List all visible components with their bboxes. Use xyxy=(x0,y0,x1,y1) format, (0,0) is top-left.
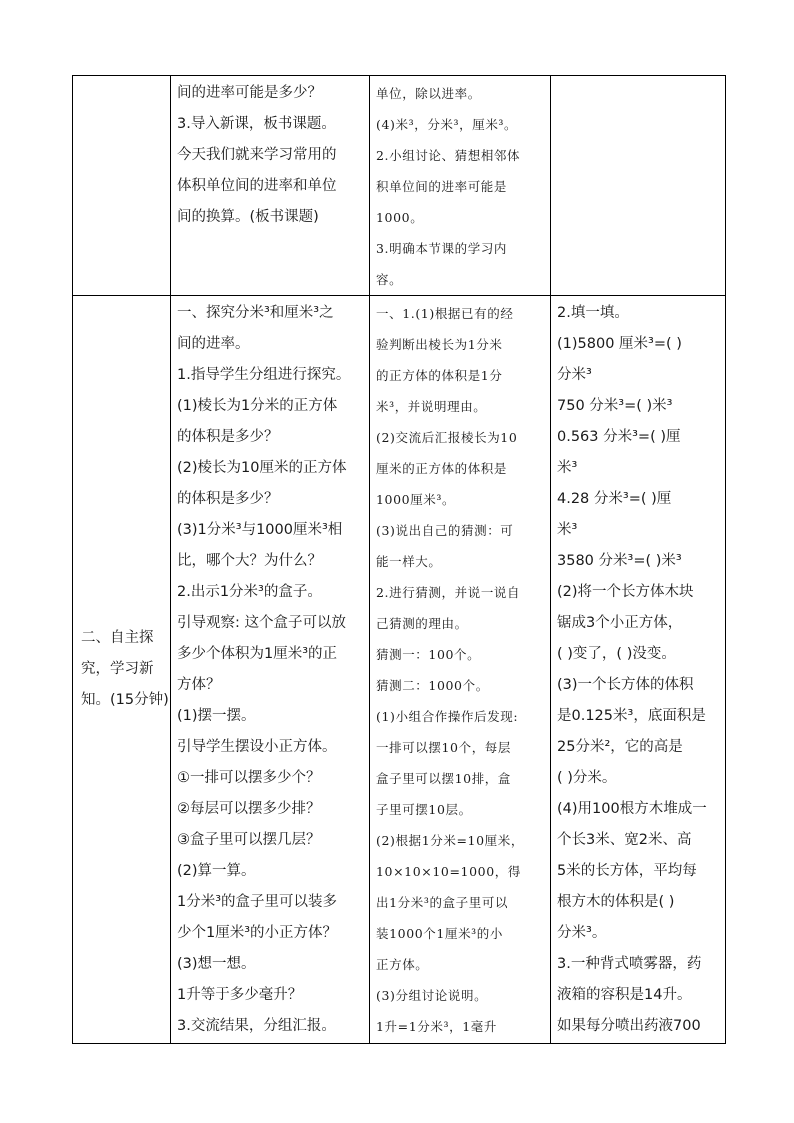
student-line: 10×10×10=1000，得 xyxy=(376,864,521,879)
teacher-line: 的体积是多少？ xyxy=(177,429,279,445)
student-line: 单位，除以进率。 xyxy=(376,86,481,101)
stage-line: 知。(15分钟) xyxy=(81,692,169,708)
student-line: (4)米³，分米³，厘米³。 xyxy=(376,117,518,132)
student-line: 厘米的正方体的体积是 xyxy=(376,461,508,476)
exercise-line: 锯成3个小正方体， xyxy=(557,615,683,631)
exercise-line: 3.一种背式喷雾器，药 xyxy=(557,956,702,972)
teacher-activity-cell xyxy=(171,296,370,1044)
exercise-line: (3)一个长方体的体积 xyxy=(557,677,694,693)
teacher-line: 的体积是多少？ xyxy=(177,491,279,507)
student-line: 猜测一：100个。 xyxy=(376,647,481,662)
table-row xyxy=(73,76,726,296)
exercise-line: 2.填一填。 xyxy=(557,305,629,321)
teacher-line: (1)摆一摆。 xyxy=(177,708,256,724)
teacher-line: 1.指导学生分组进行探究。 xyxy=(177,367,351,383)
student-line: (3)说出自己的猜测：可 xyxy=(376,523,514,538)
student-line: 猜测二：1000个。 xyxy=(376,678,489,693)
exercise-line: 分米³。 xyxy=(557,925,607,941)
student-line: 出1分米³的盒子里可以 xyxy=(376,895,509,910)
exercise-line: (4)用100根方木堆成一 xyxy=(557,801,707,817)
student-line: 的正方体的体积是1分 xyxy=(376,368,503,383)
lesson-plan-table xyxy=(72,75,726,1044)
teacher-line: 体积单位间的进率和单位 xyxy=(177,178,337,194)
student-line: 能一样大。 xyxy=(376,554,442,569)
exercise-line: (2)将一个长方体木块 xyxy=(557,584,694,600)
student-line: (2)交流后汇报棱长为10 xyxy=(376,430,518,445)
teacher-line: 间的进率。 xyxy=(177,336,250,352)
stage-cell xyxy=(73,76,171,296)
teacher-line: (2)算一算。 xyxy=(177,863,256,879)
student-line: 正方体。 xyxy=(376,957,429,972)
student-line: 1000厘米³。 xyxy=(376,492,456,507)
exercise-cell xyxy=(551,296,726,1044)
exercise-line: 750 分米³=( )米³ xyxy=(557,398,673,414)
teacher-line: 2.出示1分米³的盒子。 xyxy=(177,584,322,600)
student-activity-cell xyxy=(370,296,551,1044)
teacher-line: 1分米³的盒子里可以装多 xyxy=(177,894,338,910)
student-line: 米³，并说明理由。 xyxy=(376,399,487,414)
exercise-line: 如果每分喷出药液700 xyxy=(557,1018,701,1034)
exercise-cell xyxy=(551,76,726,296)
exercise-line: 个长3米、宽2米、高 xyxy=(557,832,692,848)
exercise-line: 4.28 分米³=( )厘 xyxy=(557,491,672,507)
teacher-line: (1)棱长为1分米的正方体 xyxy=(177,398,338,414)
teacher-line: 间的进率可能是多少？ xyxy=(177,85,322,101)
student-line: (1)小组合作操作后发现: xyxy=(376,709,519,724)
exercise-line: 是0.125米³，底面积是 xyxy=(557,708,706,724)
teacher-line: (2)棱长为10厘米的正方体 xyxy=(177,460,347,476)
teacher-line: ②每层可以摆多少排？ xyxy=(177,801,321,817)
teacher-line: 引导观察: 这个盒子可以放 xyxy=(177,615,346,631)
teacher-activity-cell xyxy=(171,76,370,296)
teacher-line: 比，哪个大？为什么？ xyxy=(177,553,322,569)
teacher-line: 多少个体积为1厘米³的正 xyxy=(177,646,338,662)
stage-cell xyxy=(73,296,171,1044)
teacher-line: 1升等于多少毫升？ xyxy=(177,987,303,1003)
exercise-line: 3580 分米³=( )米³ xyxy=(557,553,682,569)
exercise-line: 0.563 分米³=( )厘 xyxy=(557,429,681,445)
student-line: 己猜测的理由。 xyxy=(376,616,468,631)
teacher-line: 少个1厘米³的小正方体？ xyxy=(177,925,338,941)
teacher-line: (3)想一想。 xyxy=(177,956,256,972)
student-line: 1升=1分米³，1毫升 xyxy=(376,1019,497,1034)
exercise-line: ( )变了，( )没变。 xyxy=(557,646,676,662)
student-line: 子里可摆10层。 xyxy=(376,802,472,817)
student-line: 盒子里可以摆10排，盒 xyxy=(376,771,512,786)
exercise-line: 5米的长方体，平均每 xyxy=(557,863,697,879)
teacher-line: 3.导入新课，板书课题。 xyxy=(177,116,336,132)
stage-line: 究，学习新 xyxy=(81,661,154,677)
student-line: 1000。 xyxy=(376,210,424,225)
exercise-line: 米³ xyxy=(557,460,578,476)
teacher-line: 方体？ xyxy=(177,677,221,693)
stage-line: 二、自主探 xyxy=(81,630,154,646)
student-line: 2.小组讨论、猜想相邻体 xyxy=(376,148,521,163)
student-line: (2)根据1分米=10厘米， xyxy=(376,833,524,848)
student-line: 验判断出棱长为1分米 xyxy=(376,337,503,352)
exercise-line: 根方木的体积是( ) xyxy=(557,894,675,910)
teacher-line: 一、探究分米³和厘米³之 xyxy=(177,305,334,321)
student-line: 2.进行猜测，并说一说自 xyxy=(376,585,521,600)
exercise-line: 分米³ xyxy=(557,367,592,383)
teacher-line: (3)1分米³与1000厘米³相 xyxy=(177,522,343,538)
student-activity-cell xyxy=(370,76,551,296)
teacher-line: ①一排可以摆多少个？ xyxy=(177,770,321,786)
exercise-line: (1)5800 厘米³=( ) xyxy=(557,336,682,352)
student-line: 一、1.(1)根据已有的经 xyxy=(376,306,514,321)
student-line: 装1000个1厘米³的小 xyxy=(376,926,503,941)
student-line: 3.明确本节课的学习内 xyxy=(376,241,508,256)
exercise-line: 米³ xyxy=(557,522,578,538)
exercise-line: 25分米²，它的高是 xyxy=(557,739,683,755)
exercise-line: ( )分米。 xyxy=(557,770,617,786)
student-line: 容。 xyxy=(376,272,403,287)
table-row xyxy=(73,296,726,1044)
teacher-line: 今天我们就来学习常用的 xyxy=(177,147,337,163)
student-line: 一排可以摆10个，每层 xyxy=(376,740,512,755)
teacher-line: 间的换算。(板书课题) xyxy=(177,209,319,225)
student-line: 积单位间的进率可能是 xyxy=(376,179,508,194)
exercise-line: 液箱的容积是14升。 xyxy=(557,987,692,1003)
teacher-line: 3.交流结果，分组汇报。 xyxy=(177,1018,336,1034)
teacher-line: 引导学生摆设小正方体。 xyxy=(177,739,337,755)
student-line: (3)分组讨论说明。 xyxy=(376,988,488,1003)
teacher-line: ③盒子里可以摆几层？ xyxy=(177,832,321,848)
